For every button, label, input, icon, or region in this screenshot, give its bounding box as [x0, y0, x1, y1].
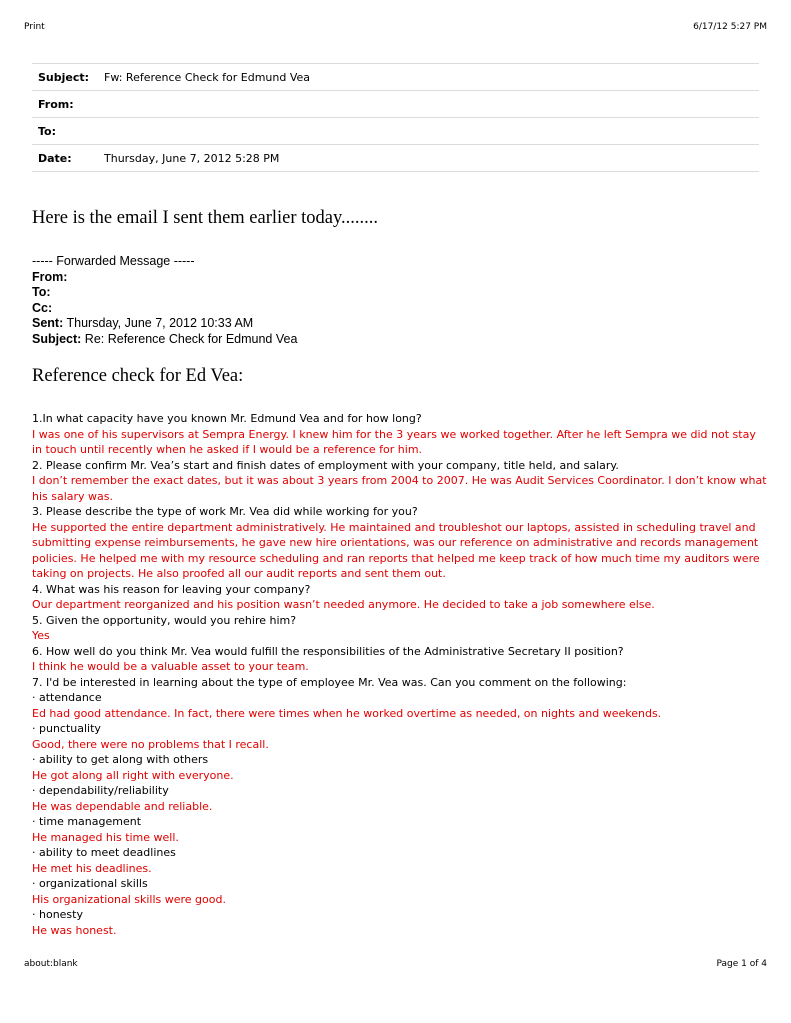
forwarded-message-header: [32, 254, 297, 347]
question-line: · attendance: [32, 691, 102, 704]
answer-line: Yes: [32, 629, 50, 642]
date-value: Thursday, June 7, 2012 5:28 PM: [104, 151, 280, 165]
fwd-to-label: To:: [32, 285, 51, 299]
question-line: 7. I'd be interested in learning about the type of employee Mr. Vea was. Can you comment on the following:: [32, 675, 627, 689]
answer-line: submitting expense reimbursements, he gave new hire orientations, was our reference on administrative and records management: [32, 536, 759, 549]
to-label: To:: [38, 124, 56, 138]
answer-line: He was honest.: [32, 923, 117, 937]
question-line: · dependability/reliability: [32, 784, 169, 797]
question-line: 5. Given the opportunity, would you rehire him?: [32, 613, 297, 627]
answer-line: I think he would be a valuable asset to your team.: [32, 660, 309, 673]
answer-line: He was dependable and reliable.: [32, 799, 213, 813]
question-line: 1.In what capacity have you known Mr. Edmund Vea and for how long?: [32, 412, 422, 425]
reference-check-title: Reference check for Ed Vea:: [32, 366, 244, 386]
question-line: 2. Please confirm Mr. Vea’s start and finish dates of employment with your company, title held, and salary.: [32, 458, 619, 472]
fwd-sent-value: Thursday, June 7, 2012 10:33 AM: [63, 316, 254, 330]
question-line: 4. What was his reason for leaving your company?: [32, 582, 311, 596]
footer-page-number: Page 1 of 4: [716, 959, 767, 969]
fwd-sent-label: Sent:: [32, 316, 64, 330]
answer-line: His organizational skills were good.: [32, 892, 226, 906]
date-label: Date:: [38, 151, 72, 165]
answer-line: He managed his time well.: [32, 830, 179, 844]
question-line: 3. Please describe the type of work Mr. Vea did while working for you?: [32, 505, 418, 518]
date-row: [32, 145, 759, 172]
answer-line: He got along all right with everyone.: [32, 768, 234, 782]
answer-line: policies. He helped me with my resource scheduling and ran reports that helped me keep track of how much time my auditors were: [32, 551, 760, 565]
subject-value: Fw: Reference Check for Edmund Vea: [104, 70, 311, 84]
intro-text: Here is the email I sent them earlier today........: [32, 208, 379, 228]
fwd-from: [32, 270, 297, 286]
question-line: · ability to get along with others: [32, 753, 209, 766]
print-title: Print: [24, 22, 45, 32]
fwd-cc-label: Cc:: [32, 300, 53, 315]
subject-label: Subject:: [38, 70, 90, 84]
question-line: 6. How well do you think Mr. Vea would fulfill the responsibilities of the Administrative Secretary II position?: [32, 644, 624, 658]
fwd-subject-value: Re: Reference Check for Edmund Vea: [81, 331, 298, 346]
email-header: [32, 63, 759, 172]
answer-line: He supported the entire department administratively. He maintained and troubleshot our laptops, assisted in scheduling travel and: [32, 520, 756, 534]
answer-line: Good, there were no problems that I recall.: [32, 737, 269, 751]
fwd-sent: [32, 316, 297, 332]
answer-line: Our department reorganized and his position wasn’t needed anymore. He decided to take a job somewhere else.: [32, 598, 655, 611]
answer-line: Ed had good attendance. In fact, there were times when he worked overtime as needed, on nights and weekends.: [32, 706, 662, 720]
to-row: [32, 118, 759, 145]
question-line: · organizational skills: [32, 877, 148, 890]
answer-line: in touch until recently when he asked if I would be a reference for him.: [32, 443, 423, 456]
fwd-subject-label: Subject:: [32, 331, 82, 346]
reference-qa-body: [32, 411, 767, 938]
fwd-cc: [32, 301, 297, 317]
answer-line: his salary was.: [32, 489, 114, 503]
question-line: · time management: [32, 815, 142, 828]
from-row: [32, 91, 759, 118]
answer-line: taking on projects. He also proofed all our audit reports and sent them out.: [32, 567, 446, 580]
subject-row: [32, 64, 759, 91]
from-label: From:: [38, 97, 74, 111]
answer-line: He met his deadlines.: [32, 861, 152, 875]
fwd-from-label: From:: [32, 269, 68, 284]
print-datetime: 6/17/12 5:27 PM: [693, 22, 767, 32]
question-line: · punctuality: [32, 722, 101, 735]
forwarded-heading: ----- Forwarded Message -----: [32, 254, 195, 268]
fwd-subject: [32, 332, 297, 348]
answer-line: I don’t remember the exact dates, but it was about 3 years from 2004 to 2007. He was Audit Services Coordinator. I don’t know what: [32, 474, 767, 487]
answer-line: I was one of his supervisors at Sempra Energy. I knew him for the 3 years we worked together. After he left Sempra we did not stay: [32, 427, 756, 441]
footer-url: about:blank: [24, 959, 78, 969]
question-line: · honesty: [32, 908, 83, 921]
fwd-to: [32, 285, 297, 301]
question-line: · ability to meet deadlines: [32, 846, 176, 859]
